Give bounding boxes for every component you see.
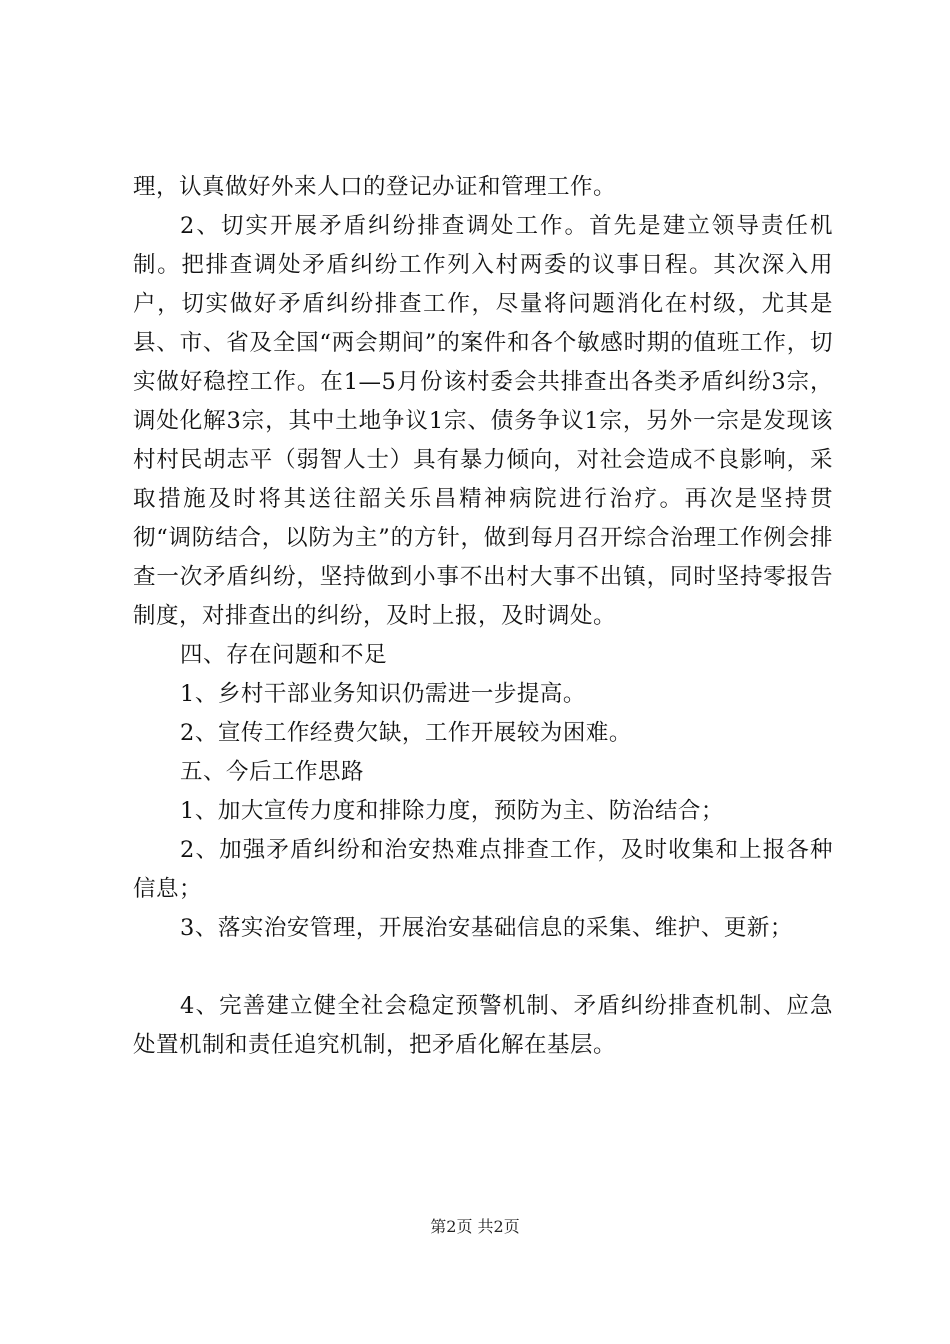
list-item-problem-1: 1、乡村干部业务知识仍需进一步提高。: [180, 681, 586, 707]
section-heading-problems: 四、存在问题和不足: [180, 642, 388, 668]
list-item-plan-2: 2、加强矛盾纠纷和治安热难点排查工作，及时收集和上报各种信息；: [133, 837, 833, 902]
paragraph-dispute-mediation: 2、切实开展矛盾纠纷排查调处工作。首先是建立领导责任机制。把排查调处矛盾纠纷工作列入村两委的议事日程。其次深入用户，切实做好矛盾纠纷排查工作，尽量将问题消化在村级，尤其是县、市、省及全国“两会期间”的案件和各个敏感时期的值班工作，切实做好稳控工作。在1—5月份该村委会共排查出各类矛盾纠纷3宗，调处化解3宗，其中土地争议1宗、债务争议1宗，另外一宗是发现该村村民胡志平（弱智人士）具有暴力倾向，对社会造成不良影响，采取措施及时将其送往韶关乐昌精神病院进行治疗。再次是坚持贯彻“调防结合，以防为主”的方针，做到每月召开综合治理工作例会排查一次矛盾纠纷，坚持做到小事不出村大事不出镇，同时坚持零报告制度，对排查出的纠纷，及时上报，及时调处。: [133, 213, 833, 629]
document-body: [133, 168, 833, 1065]
list-item-plan-3: 3、落实治安管理，开展治安基础信息的采集、维护、更新；: [180, 915, 793, 941]
list-item-plan-4: 4、完善建立健全社会稳定预警机制、矛盾纠纷排查机制、应急处置机制和责任追究机制，把矛盾化解在基层。: [133, 993, 833, 1058]
paragraph-continuation: 理，认真做好外来人口的登记办证和管理工作。: [133, 174, 617, 200]
page-number-footer: 第2页 共2页: [430, 1217, 520, 1236]
list-item-problem-2: 2、宣传工作经费欠缺，工作开展较为困难。: [180, 720, 632, 746]
section-heading-future-work: 五、今后工作思路: [180, 759, 365, 785]
list-item-plan-1: 1、加大宣传力度和排除力度，预防为主、防治结合；: [180, 798, 724, 824]
